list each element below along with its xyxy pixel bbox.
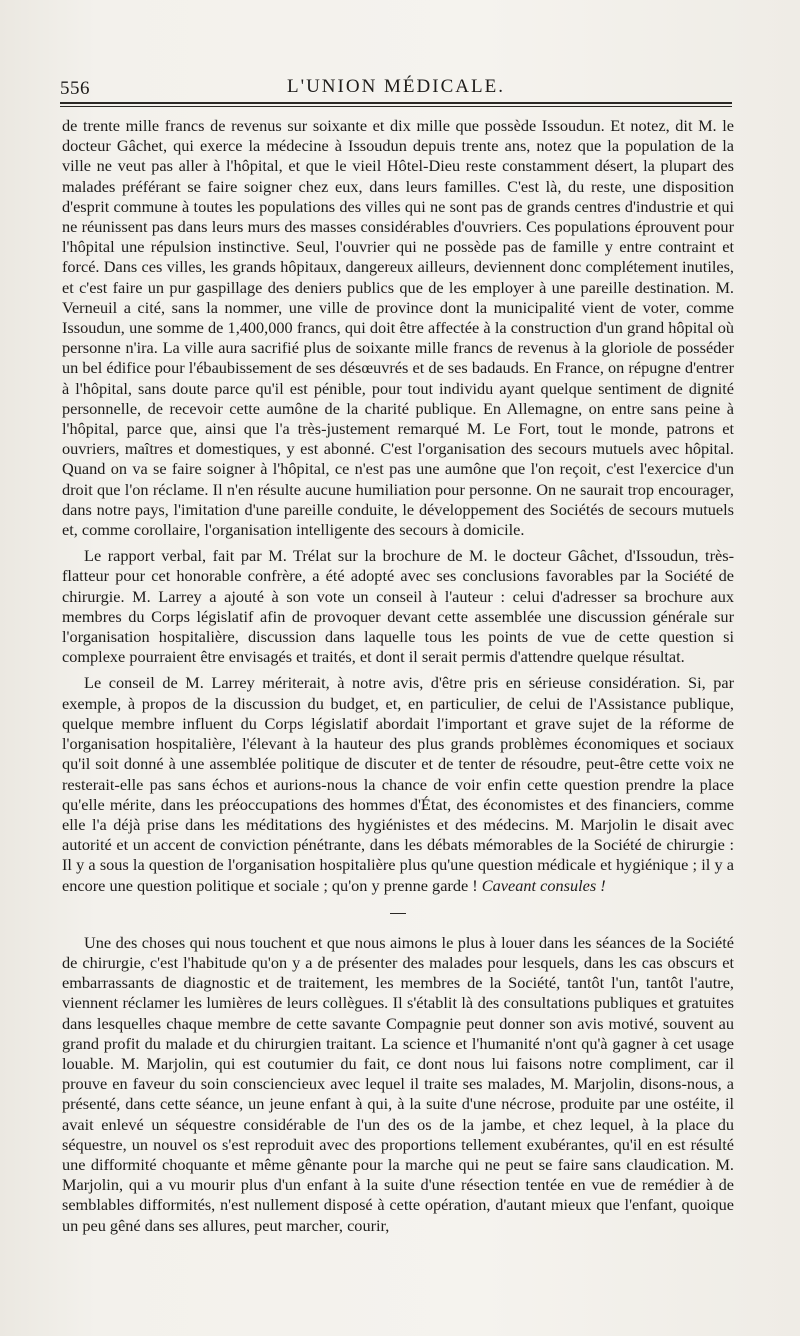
page-header <box>60 70 732 104</box>
paragraph: de trente mille francs de revenus sur soixante et dix mille que possède Issoudun. Et notez, dit M. le docteur Gâchet, qui exerce la médecine à Issoudun depuis trente ans, notez que la population de la ville ne veut pas aller à l'hôpital, et que le vieil Hôtel-Dieu reste constamment désert, la plupart des malades préférant se faire soigner chez eux, dans leurs familles. C'est là, du reste, une disposition d'esprit commune à toutes les populations des villes qui ne sont pas de grands centres d'industrie et qui ne réunissent pas dans leurs murs des masses considérables d'ouvriers. Ces populations éprouvent pour l'hôpital une répulsion instinctive. Seul, l'ouvrier qui ne possède pas de famille y entre contraint et forcé. Dans ces villes, les grands hôpitaux, dangereux ailleurs, deviennent donc complétement inutiles, et c'est faire un pur gaspillage des deniers publics que de les employer à une pareille destination. M. Verneuil a cité, sans la nommer, une ville de province dont la municipalité vient de voter, comme Issoudun, une somme de 1,400,000 francs, qui doit être affectée à la construction d'un grand hôpital où personne n'ira. La ville aura sacrifié plus de soixante mille francs de revenus à la gloriole de posséder un bel édifice pour l'ébaubissement de ses désœuvrés et de ses badauds. En France, on répugne d'entrer à l'hôpital, sans doute parce qu'il est pénible, pour tout individu ayant quelque sentiment de dignité personnelle, de recevoir cette aumône de la charité publique. En Allemagne, on entre sans peine à l'hôpital, parce que, ainsi que l'a très-justement remarqué M. Le Fort, tout le monde, patrons et ouvriers, maîtres et domestiques, y est abonné. C'est l'organisation des secours mutuels avec hôpital. Quand on va se faire soigner à l'hôpital, ce n'est pas une aumône que l'on reçoit, c'est l'exercice d'un droit que l'on réclame. Il n'en résulte aucune humiliation pour personne. On ne saurait trop encourager, dans notre pays, l'imitation d'une pareille conduite, le développement des Sociétés de secours mutuels et, comme corollaire, l'organisation intelligente des secours à domicile. <box>62 116 734 540</box>
paragraph: Une des choses qui nous touchent et que nous aimons le plus à louer dans les séances de la Société de chirurgie, c'est l'habitude qu'on y a de présenter des malades pour lesquels, dans les cas obscurs et embarrassants de diagnostic et de traitement, les membres de la Société, tantôt l'un, tantôt l'autre, viennent réclamer les lumières de leurs collègues. Il s'établit là des consultations publiques et gratuites dans lesquelles chaque membre de cette savante Compagnie peut donner son avis motivé, souvent au grand profit du malade et du chirurgien traitant. La science et l'humanité n'ont qu'à gagner à cet usage louable. M. Marjolin, qui est coutumier du fait, ce dont nous lui faisons notre compliment, car il prouve en faveur du soin consciencieux avec lequel il traite ses malades, M. Marjolin, disons-nous, a présenté, dans cette séance, un jeune enfant à qui, à la suite d'une nécrose, produite par une ostéite, il avait enlevé un séquestre considérable de l'un des os de la jambe, et chez lequel, à la place du séquestre, un nouvel os s'est reproduit avec des proportions tellement exubérantes, qu'il en est résulté une difformité choquante et même gênante pour la marche qui ne peut se faire sans claudication. M. Marjolin, qui a vu mourir plus d'un enfant à la suite d'une résection tentée en vue de remédier à de semblables difformités, n'est nullement disposé à cette opération, d'autant mieux que l'enfant, quoique un peu gêné dans ses allures, peut marcher, courir, <box>62 932 734 1235</box>
paragraph <box>62 673 734 895</box>
paragraph: Le rapport verbal, fait par M. Trélat sur la brochure de M. le docteur Gâchet, d'Issoudun, très-flatteur pour cet honorable confrère, a été adopté avec ses conclusions favorables par la Société de chirurgie. M. Larrey a ajouté à son vote un conseil à l'auteur : celui d'adresser sa brochure aux membres du Corps législatif afin de provoquer devant cette assemblée une discussion générale sur l'organisation hospitalière, discussion dans laquelle tous les points de vue de cette question si complexe pourraient être envisagés et traités, et dont il serait permis d'attendre quelque résultat. <box>62 546 734 667</box>
latin-quote: Caveant consules ! <box>481 875 606 895</box>
paragraph-text: Le conseil de M. Larrey mériterait, à notre avis, d'être pris en sérieuse considération. Si, par exemple, à propos de la discussion du budget, et, en particulier, de celui de l'Assistance publique, quelque membre influent du Corps législatif abordait l'important et grave sujet de la réforme de l'organisation hospitalière, l'élevant à la hauteur des plus grands problèmes économiques et sociaux qu'il soit donné à une assemblée politique de discuter et de tenter de résoudre, peut-être cette voix ne resterait-elle pas sans échos et aurions-nous la chance de voir enfin cette question prendre la place qu'elle mérite, dans les préoccupations des hommes d'État, des économistes et des financiers, comme elle l'a déjà prise dans les méditations des hygiénistes et des médecins. M. Marjolin le disait avec autorité et un accent de conviction pénétrante, dans les débats mémorables de la Société de chirurgie : Il y a sous la question de l'organisation hospitalière plus qu'une question médicale et hygiénique ; il y a encore une question politique et sociale ; qu'on y prenne garde ! <box>62 673 734 895</box>
page-number: 556 <box>60 78 90 99</box>
article-body <box>62 116 734 1236</box>
header-rule <box>60 102 732 104</box>
section-separator <box>390 913 406 914</box>
running-title: L'UNION MÉDICALE. <box>287 76 505 97</box>
header-rule-thin <box>60 106 732 107</box>
